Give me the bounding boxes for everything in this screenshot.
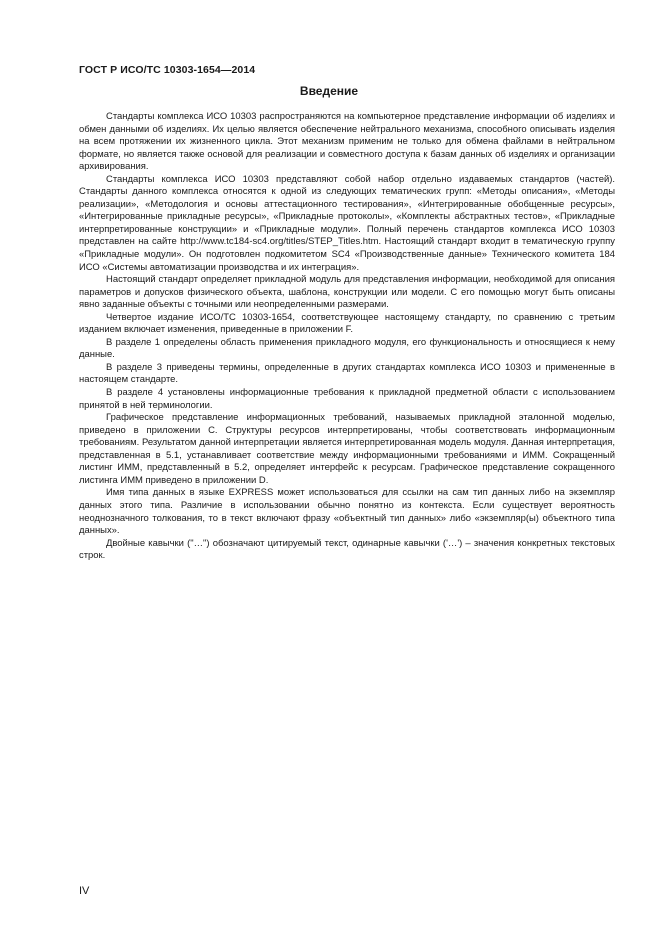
paragraph-quotation-marks: Двойные кавычки ("…") обозначают цитируемый текст, одинарные кавычки ('…') – значения конкретных текстовых строк. — [79, 537, 615, 562]
paragraph-standard-groups: Стандарты комплекса ИСО 10303 представляют собой набор отдельно издаваемых стандартов (частей). Стандарты данного комплекса относятся к одной из следующих тематических групп: «Методы описания», «Методы реализации», «Методология и основы аттестационного тестирования», «Интегрированные обобщенные ресурсы», «Интегрированные прикладные ресурсы», «Прикладные протоколы», «Комплекты абстрактных тестов», «Прикладные интерпретированные конструкции» и «Прикладные модули». Полный перечень стандартов комплекса ИСО 10303 представлен на сайте http://www.tc184-sc4.org/titles/STEP_Titles.htm. Настоящий стандарт входит в тематическую группу «Прикладные модули». Он подготовлен подкомитетом SC4 «Производственные данные» Технического комитета 184 ИСО «Системы автоматизации производства и их интеграция». — [79, 173, 615, 273]
page-number: IV — [79, 885, 90, 897]
paragraph-module-purpose: Настоящий стандарт определяет прикладной модуль для представления информации, необходимой для описания параметров и допусков физического объекта, шаблона, конструкции или модели. С его помощью могут быть описаны явно заданные объекты с точными или неопределенными размерами. — [79, 274, 615, 311]
paragraph-section-1: В разделе 1 определены область применения прикладного модуля, его функциональность и относящиеся к нему данные. — [79, 336, 615, 361]
introduction-body — [79, 111, 615, 563]
section-title: Введение — [299, 84, 359, 98]
standard-header: ГОСТ Р ИСО/ТС 10303-1654—2014 — [79, 64, 256, 76]
paragraph-section-3: В разделе 3 приведены термины, определенные в других стандартах комплекса ИСО 10303 и примененные в настоящем стандарте. — [79, 361, 615, 386]
paragraph-edition-changes: Четвертое издание ИСО/ТС 10303-1654, соответствующее настоящему стандарту, по сравнению с третьим изданием включает изменения, приведенные в приложении F. — [79, 311, 615, 336]
paragraph-section-4: В разделе 4 установлены информационные требования к прикладной предметной области с использованием принятой в ней терминологии. — [79, 387, 615, 411]
paragraph-iso-10303-scope: Стандарты комплекса ИСО 10303 распространяются на компьютерное представление информации об изделиях и обмен данными об изделиях. Их целью является обеспечение нейтрального механизма, способного описывать изделия на всем протяжении их жизненного цикла. Этот механизм применим не только для обмена файлами в нейтральном формате, но является также основой для реализации и совместного доступа к базам данных об изделиях и организации архивирования. — [79, 111, 615, 173]
paragraph-graphical-representation: Графическое представление информационных требований, называемых прикладной эталонной моделью, приведено в приложении С. Структуры ресурсов интерпретированы, чтобы соответствовать информационным требованиям. Результатом данной интерпретации является интерпретированная модель модуля. Данная интерпретация, представленная в 5.1, устанавливает соответствие между информационными требованиями и ИММ. Сокращенный листинг ИММ, представленный в 5.2, определяет интерфейс к ресурсам. Графическое представление сокращенного листинга ИММ приведено в приложении D. — [79, 412, 615, 486]
paragraph-express-types: Имя типа данных в языке EXPRESS может использоваться для ссылки на сам тип данных либо на экземпляр данных этого типа. Различие в использовании обычно понятно из контекста. Если существует вероятность неоднозначного толкования, то в текст включают фразу «объектный тип данных» либо «экземпляр(ы) объектного типа данных». — [79, 487, 615, 537]
